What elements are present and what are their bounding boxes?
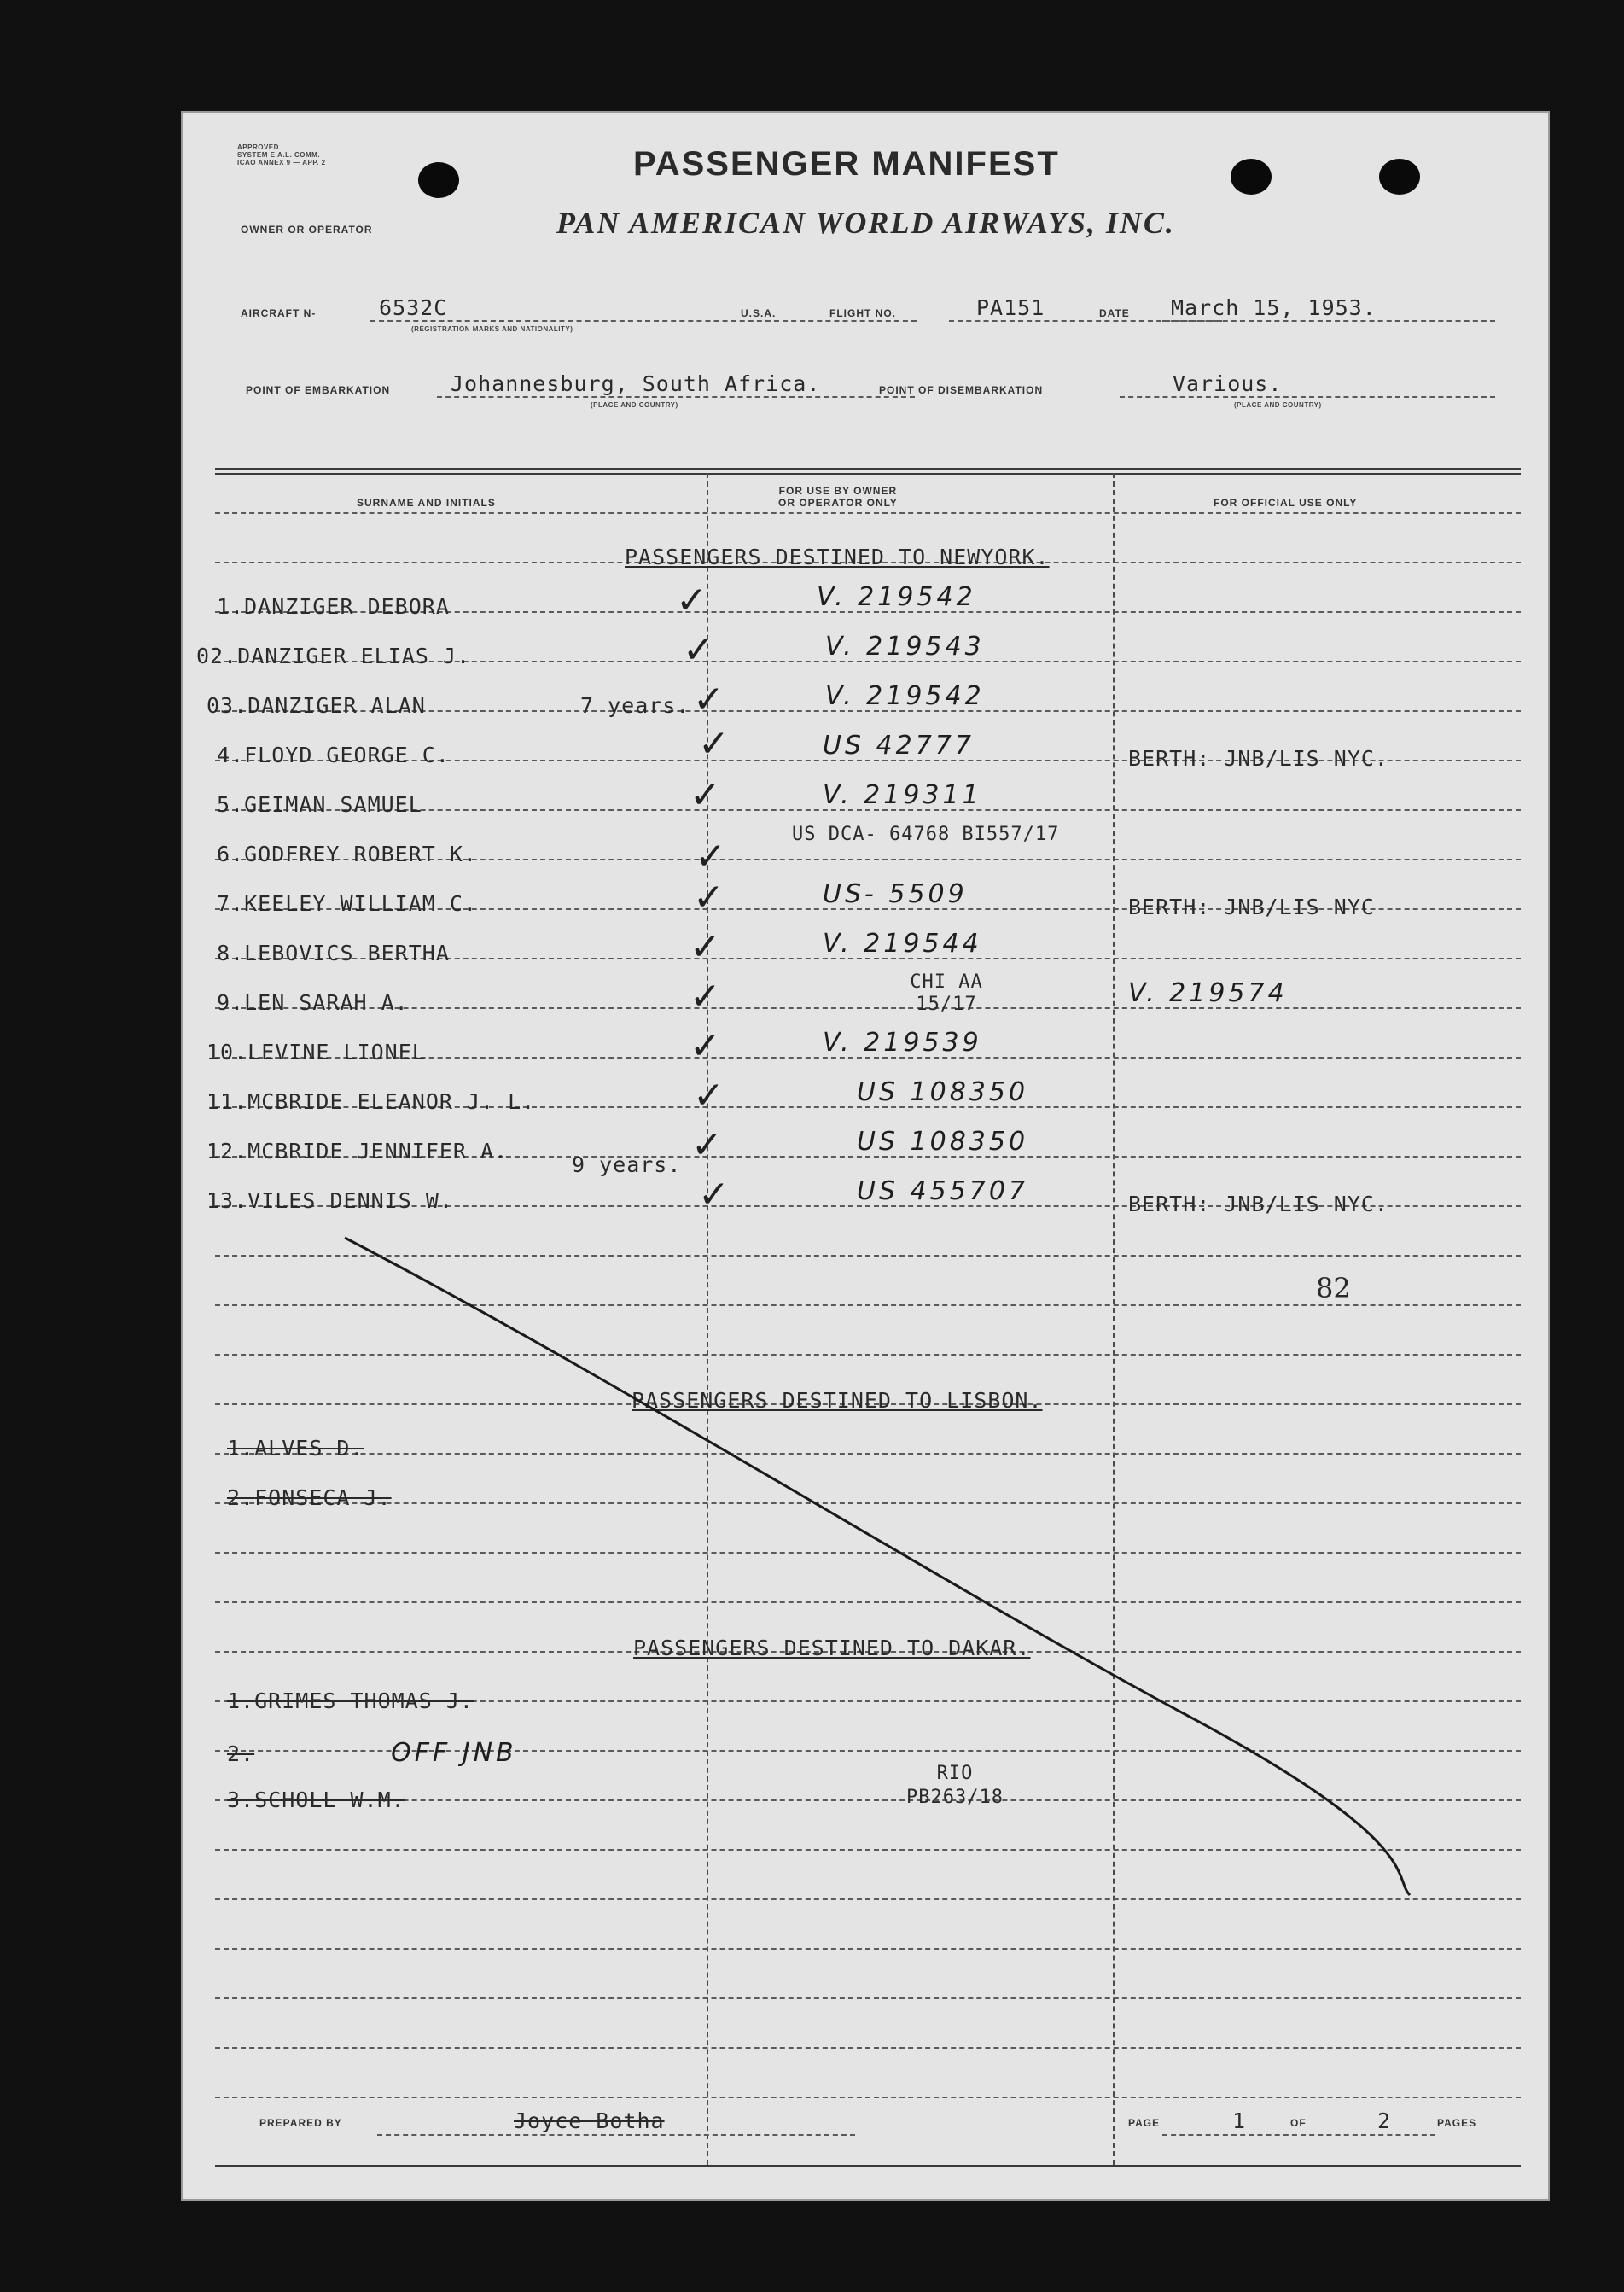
check-icon: ✓ xyxy=(693,678,725,721)
approval-stamp: APPROVED SYSTEM E.A.L. COMM. ICAO ANNEX 9 — APP. 2 xyxy=(237,143,326,166)
owner-ref: V. 219542 xyxy=(817,582,976,612)
row-number: 13. xyxy=(207,1188,248,1213)
row-number: 11. xyxy=(207,1089,248,1114)
flight-value: PA151 xyxy=(976,295,1045,320)
owner-ref: US 108350 xyxy=(857,1127,1029,1157)
row-number: 9. xyxy=(217,990,245,1015)
passenger-name: DANZIGER ELIAS J. xyxy=(237,644,471,668)
owner-ref: RIO PB263/18 xyxy=(906,1763,1004,1808)
date-label: DATE xyxy=(1099,307,1130,319)
row-number: 02. xyxy=(196,644,238,668)
nationality: U.S.A. xyxy=(741,307,777,319)
owner-ref: US 455707 xyxy=(857,1176,1029,1206)
disembarkation-caption: (PLACE AND COUNTRY) xyxy=(1234,401,1322,409)
flight-label: FLIGHT NO. xyxy=(829,307,896,319)
embarkation-caption: (PLACE AND COUNTRY) xyxy=(591,401,678,409)
page-title: PASSENGER MANIFEST xyxy=(633,145,1060,183)
passenger-age: 7 years. xyxy=(580,693,690,718)
passenger-name: OFF JNB xyxy=(391,1738,517,1768)
row-number: 1. xyxy=(227,1436,255,1461)
owner-ref: US 42777 xyxy=(823,731,975,761)
official-note: V. 219574 xyxy=(1128,978,1288,1008)
row-number: 5. xyxy=(217,792,245,817)
column-header-surname: SURNAME AND INITIALS xyxy=(357,497,496,509)
check-icon: ✓ xyxy=(683,628,714,672)
page-total: 2 xyxy=(1377,2108,1392,2133)
owner-ref: V. 219543 xyxy=(825,632,985,662)
page-label: PAGE xyxy=(1128,2117,1161,2129)
row-number: 10. xyxy=(207,1040,248,1064)
passenger-name: KEELEY WILLIAM C. xyxy=(244,891,477,916)
row-number: 6. xyxy=(217,842,245,866)
row-number: 1. xyxy=(217,594,245,619)
aircraft-value: 6532C xyxy=(379,295,448,320)
section-heading: PASSENGERS DESTINED TO NEWYORK. xyxy=(625,545,1050,569)
row-number: 8. xyxy=(217,941,245,965)
check-icon: ✓ xyxy=(695,835,726,878)
owner-ref: US 108350 xyxy=(857,1077,1029,1107)
page-number: 1 xyxy=(1232,2108,1247,2133)
prepared-value: Joyce Botha xyxy=(514,2108,665,2133)
row-number: 2. xyxy=(227,1485,255,1510)
owner-ref: V. 219311 xyxy=(823,780,982,810)
pages-label: PAGES xyxy=(1437,2117,1477,2129)
passenger-name: DANZIGER DEBORA xyxy=(244,594,450,619)
passenger-name: GRIMES THOMAS J. xyxy=(254,1688,474,1713)
check-icon: ✓ xyxy=(690,975,721,1018)
passenger-name: LEVINE LIONEL xyxy=(247,1040,426,1064)
official-note: BERTH: JNB/LIS NYC. xyxy=(1128,1192,1388,1216)
section-heading: PASSENGERS DESTINED TO DAKAR. xyxy=(633,1636,1031,1660)
owner-ref: US- 5509 xyxy=(823,879,968,909)
check-icon: ✓ xyxy=(690,1024,721,1068)
passenger-name: MCBRIDE JENNIFER A. xyxy=(247,1139,509,1163)
owner-ref: V. 219542 xyxy=(825,681,985,711)
embarkation-value: Johannesburg, South Africa. xyxy=(451,371,821,396)
date-value: March 15, 1953. xyxy=(1171,295,1377,320)
owner-ref: V. 219544 xyxy=(823,929,982,959)
passenger-name: GEIMAN SAMUEL xyxy=(244,792,422,817)
row-number: 12. xyxy=(207,1139,248,1163)
row-number: 2. xyxy=(227,1741,255,1766)
operator-name: PAN AMERICAN WORLD AIRWAYS, INC. xyxy=(556,206,1175,240)
check-icon: ✓ xyxy=(691,1123,723,1167)
operator-label: OWNER OR OPERATOR xyxy=(241,224,373,236)
owner-ref: US DCA- 64768 BI557/17 xyxy=(792,824,1060,845)
section-heading: PASSENGERS DESTINED TO LISBON. xyxy=(632,1388,1043,1413)
check-icon: ✓ xyxy=(693,876,725,919)
passenger-name: ALVES D. xyxy=(254,1436,364,1461)
passenger-name: DANZIGER ALAN xyxy=(247,693,426,718)
check-icon: ✓ xyxy=(698,1173,730,1216)
owner-ref: CHI AA 15/17 xyxy=(910,971,983,1015)
passenger-name: FONSECA J. xyxy=(254,1485,392,1510)
passenger-name: GODFREY ROBERT K. xyxy=(244,842,477,866)
row-number: 03. xyxy=(207,693,248,718)
row-number: 4. xyxy=(217,743,245,767)
row-number: 1. xyxy=(227,1688,255,1713)
passenger-name: VILES DENNIS W. xyxy=(247,1188,453,1213)
prepared-label: PREPARED BY xyxy=(259,2117,342,2129)
official-note: BERTH: JNB/LIS NYC. xyxy=(1128,746,1388,771)
check-icon: ✓ xyxy=(690,773,721,817)
disembarkation-label: POINT OF DISEMBARKATION xyxy=(879,384,1044,396)
aircraft-caption: (REGISTRATION MARKS AND NATIONALITY) xyxy=(411,325,573,333)
check-icon: ✓ xyxy=(698,722,730,766)
check-icon: ✓ xyxy=(693,1074,725,1117)
official-note: BERTH: JNB/LIS NYC xyxy=(1128,895,1375,919)
passenger-name: LEBOVICS BERTHA xyxy=(244,941,450,965)
check-icon: ✓ xyxy=(676,579,707,622)
of-label: OF xyxy=(1290,2117,1307,2129)
column-header-owner: FOR USE BY OWNER OR OPERATOR ONLY xyxy=(778,485,898,509)
column-header-official: FOR OFFICIAL USE ONLY xyxy=(1214,497,1358,509)
cancellation-line xyxy=(181,111,1550,2201)
owner-ref: V. 219539 xyxy=(823,1028,982,1058)
row-number: 3. xyxy=(227,1788,255,1812)
passenger-total: 82 xyxy=(1316,1272,1351,1304)
manifest-sheet xyxy=(181,111,1550,2201)
aircraft-label: AIRCRAFT N- xyxy=(241,307,317,319)
embarkation-label: POINT OF EMBARKATION xyxy=(246,384,391,396)
check-icon: ✓ xyxy=(690,925,721,969)
passenger-name: SCHOLL W.M. xyxy=(254,1788,405,1812)
passenger-name: LEN SARAH A. xyxy=(244,990,409,1015)
row-number: 7. xyxy=(217,891,245,916)
passenger-name: MCBRIDE ELEANOR J. L. xyxy=(247,1089,536,1114)
disembarkation-value: Various. xyxy=(1173,371,1283,396)
passenger-age: 9 years. xyxy=(572,1152,682,1177)
passenger-name: FLOYD GEORGE C. xyxy=(244,743,450,767)
